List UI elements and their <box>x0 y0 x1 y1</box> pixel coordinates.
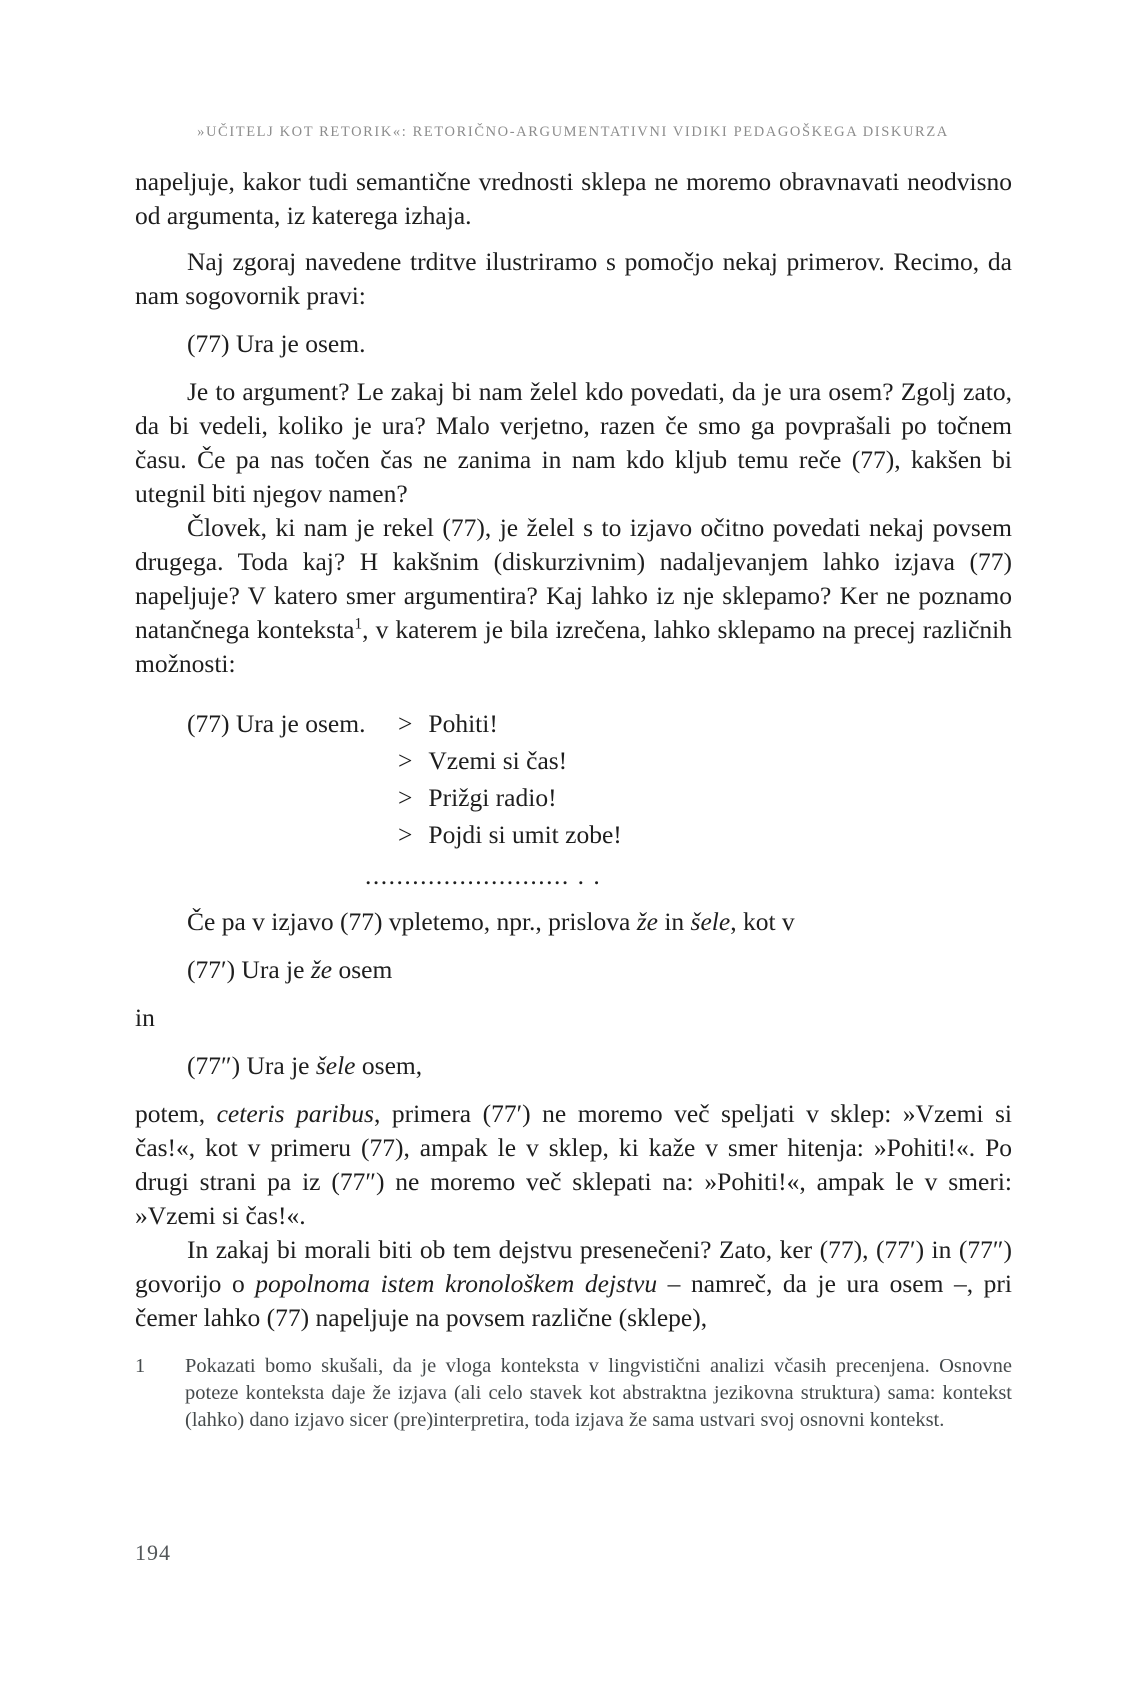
footnote-number: 1 <box>135 1355 146 1377</box>
page-number: 194 <box>135 1540 171 1565</box>
list-item <box>398 705 622 742</box>
paragraph-ce-pa: Če pa v izjavo (77) vpletemo, npr., prislova že in šele, kot v <box>187 907 795 936</box>
example-77-prime: (77′) Ura je že osem <box>187 955 393 984</box>
example-77-label: (77) Ura je osem. <box>187 709 366 738</box>
list-item <box>398 779 622 816</box>
example-77-continuation-list <box>187 705 1012 853</box>
connector-word-in: in <box>135 1003 155 1032</box>
list-item <box>398 816 622 853</box>
ellipsis-dots-line: .......................... . . <box>365 861 602 890</box>
arrow-glyph: > <box>398 746 413 775</box>
list-item <box>398 742 622 779</box>
list-item-text: Pojdi si umit zobe! <box>428 820 622 849</box>
footnote-1 <box>135 1353 1012 1434</box>
paragraph-naj-zgoraj: Naj zgoraj navedene trditve ilustriramo s pomočjo nekaj primerov. Recimo, da nam sogovornik pravi: <box>135 247 1012 310</box>
footnote-text: Pokazati bomo skušali, da je vloga konteksta v lingvistični analizi včasih precenjena. Osnovne poteze konteksta daje že izjava (ali celo stavek kot abstraktna jezikovna struktura) sama: kontekst (lahko) dano izjavo sicer (pre)interpretira, toda izjava že sama ustvari svoj osnovni kontekst. <box>185 1355 1012 1431</box>
paragraph-je-to-argument: Je to argument? Le zakaj bi nam želel kdo povedati, da je ura osem? Zgolj zato, da bi vedeli, koliko je ura? Malo verjetno, razen če smo ga povprašali po točnem času. Če pa nas točen čas ne zanima in nam kdo kljub temu reče (77), kakšen bi utegnil biti njegov namen? <box>135 377 1012 508</box>
paragraph-continuation: napeljuje, kakor tudi semantične vrednosti sklepa ne moremo obravnavati neodvisno od argumenta, iz katerega izhaja. <box>135 167 1012 230</box>
arrow-glyph: > <box>398 709 413 738</box>
list-item-text: Pohiti! <box>428 709 498 738</box>
example-77-double-prime: (77″) Ura je šele osem, <box>187 1051 423 1080</box>
list-item-text: Prižgi radio! <box>428 783 557 812</box>
paragraph-potem: potem, ceteris paribus, primera (77′) ne moremo več speljati v sklep: »Vzemi si čas!«, kot v primeru (77), ampak le v sklep, ki kaže v smer hitenja: »Pohiti!«. Po drugi strani pa iz (77″) ne moremo več sklepati na: »Pohiti!«, ampak le v smeri: »Vzemi si čas!«. <box>135 1099 1012 1230</box>
example-77-arrow-column <box>398 705 622 853</box>
paragraph-clovek: Človek, ki nam je rekel (77), je želel s to izjavo očitno povedati nekaj povsem drugega. Toda kaj? H kakšnim (diskurzivnim) nadaljevanjem lahko izjava (77) napeljuje? V katero smer argumentira? Kaj lahko iz nje sklepamo? Ker ne poznamo natančnega konteksta$^1$, v katerem je bila izrečena, lahko sklepamo na precej različnih možnosti: <box>135 513 1012 678</box>
example-77: (77) Ura je osem. <box>187 329 366 358</box>
list-item-text: Vzemi si čas! <box>428 746 568 775</box>
arrow-glyph: > <box>398 820 413 849</box>
page-body <box>135 165 1012 1434</box>
paragraph-in-zakaj: In zakaj bi morali biti ob tem dejstvu presenečeni? Zato, ker (77), (77′) in (77″) govorijo o popolnoma istem kronološkem dejstvu – namreč, da je ura osem –, pri čemer lahko (77) napeljuje na povsem različne (sklepe), <box>135 1235 1012 1332</box>
running-head: »UČITELJ KOT RETORIK«: RETORIČNO-ARGUMENTATIVNI VIDIKI PEDAGOŠKEGA DISKURZA <box>197 124 949 140</box>
arrow-glyph: > <box>398 783 413 812</box>
